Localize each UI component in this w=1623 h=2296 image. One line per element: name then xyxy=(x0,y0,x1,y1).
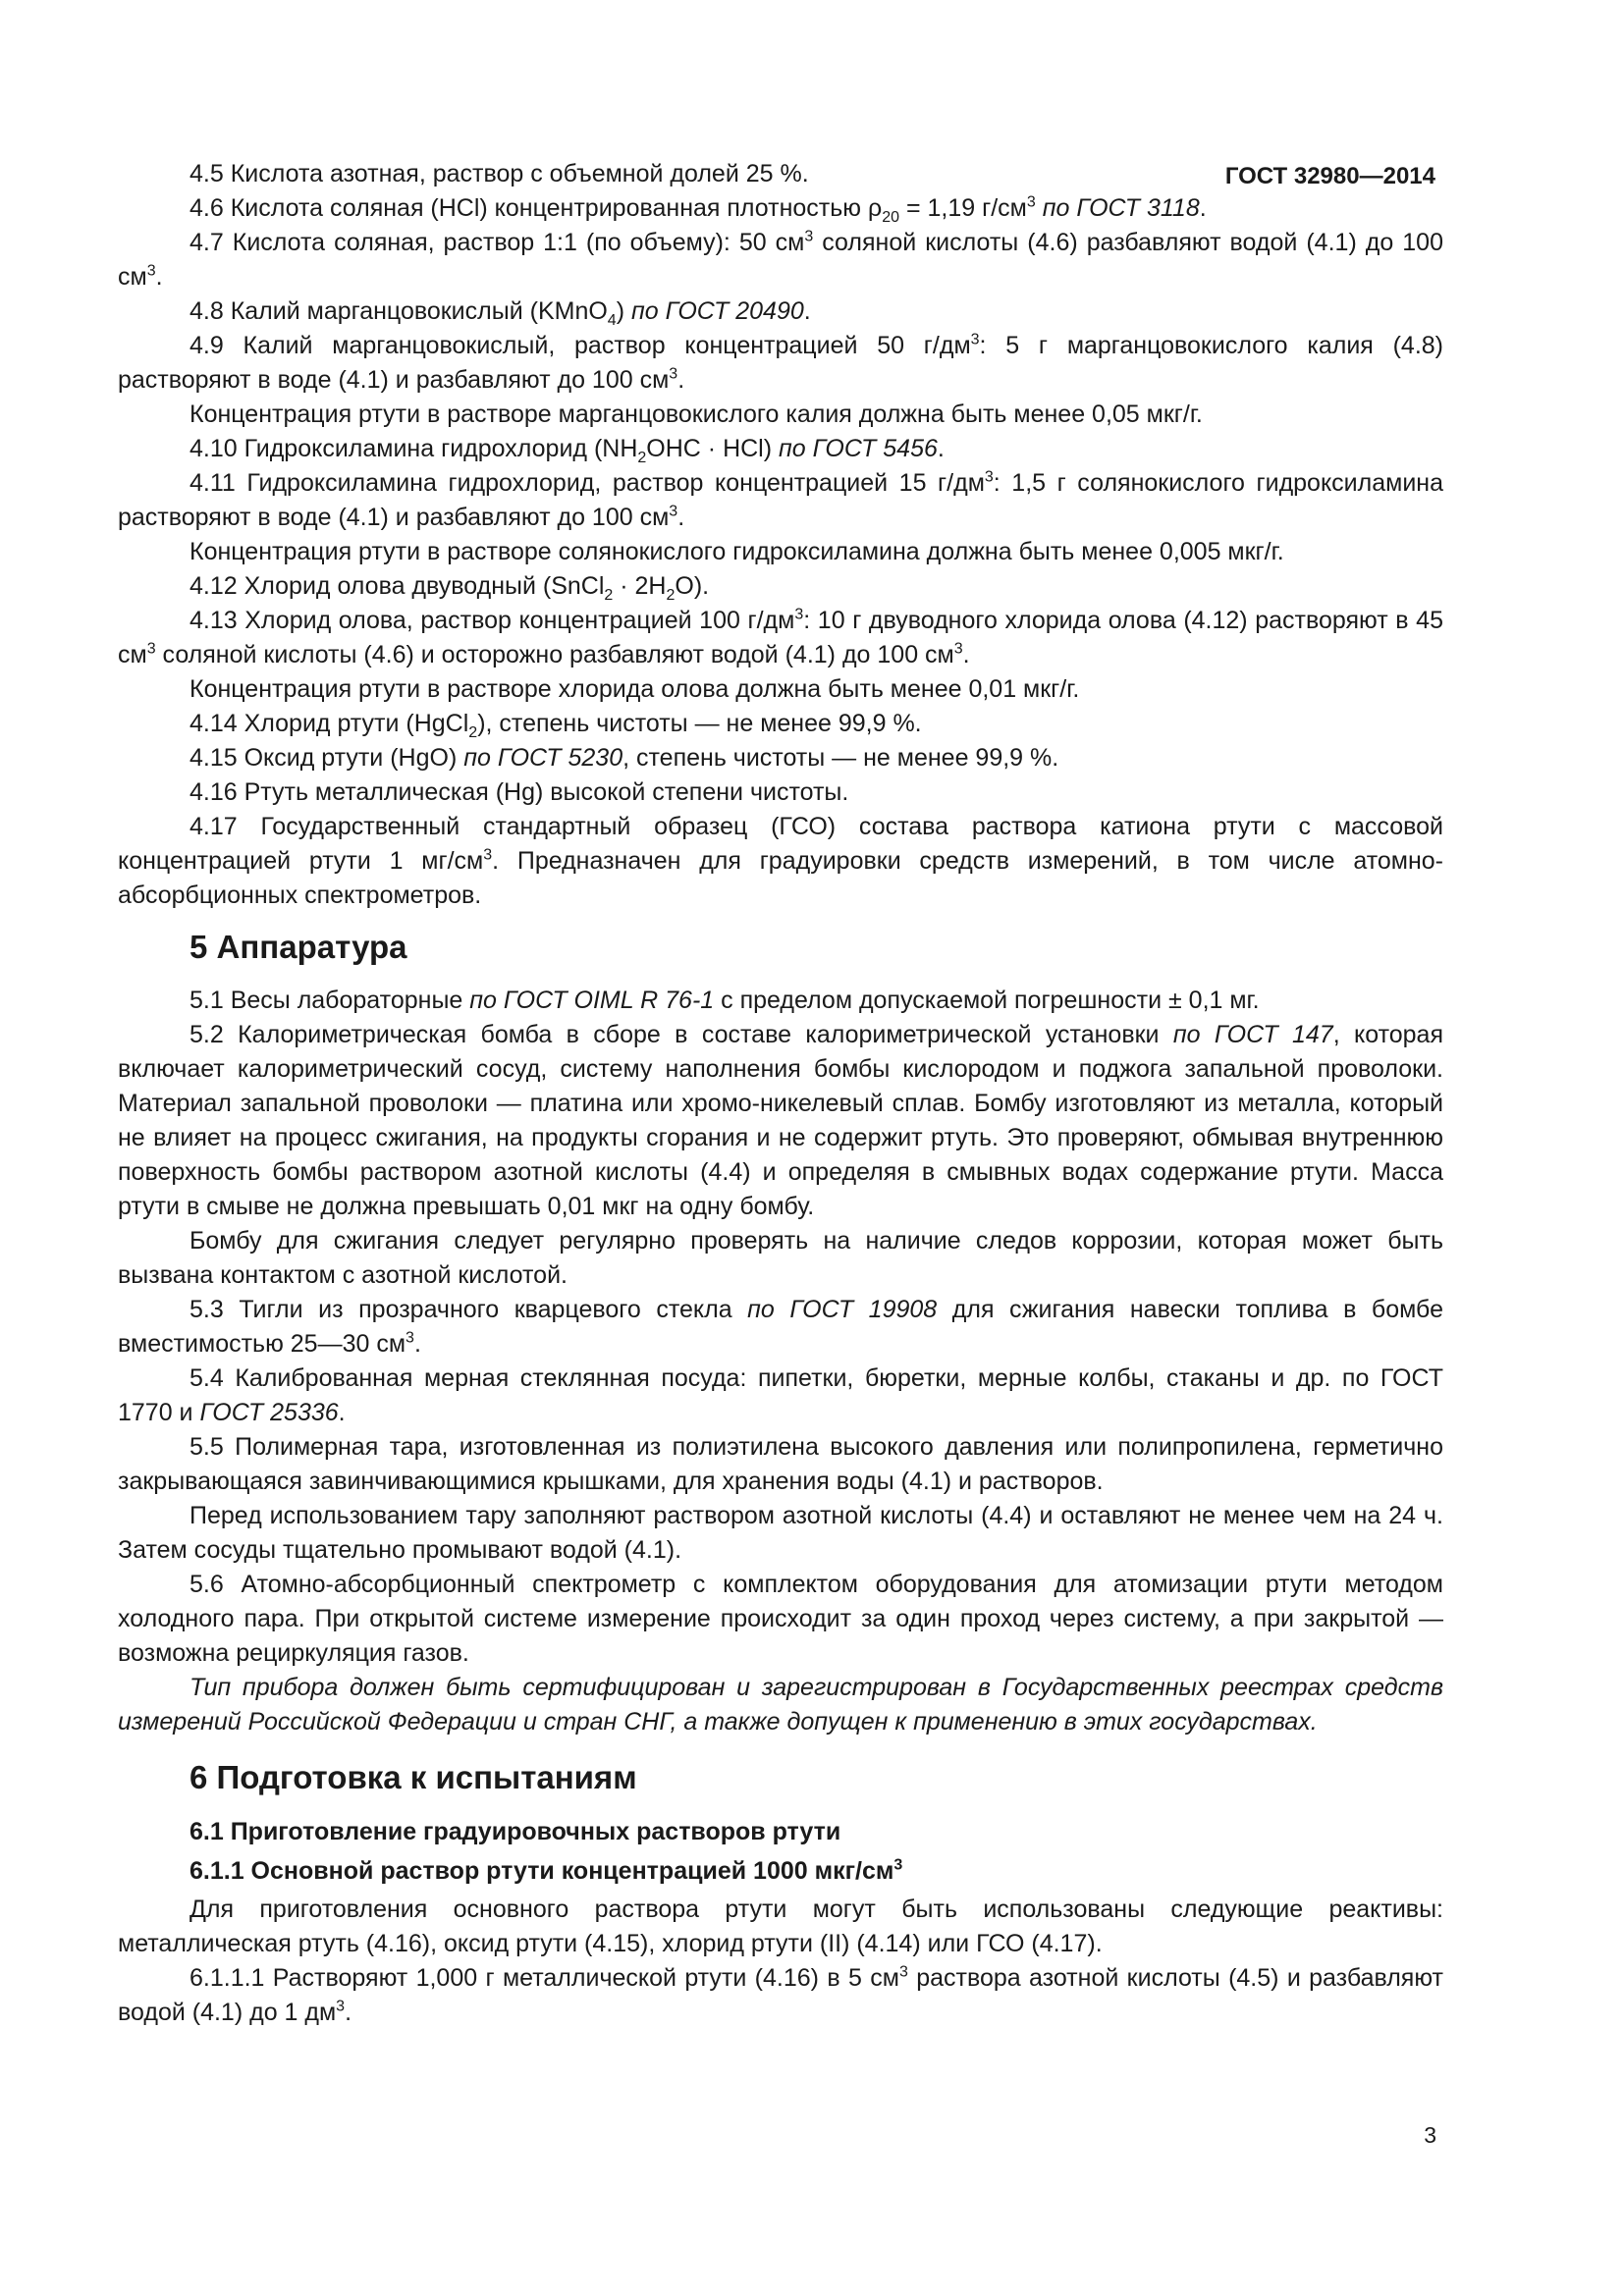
item-4-17: 4.17 Государственный стандартный образец (ГСО) состава раствора катиона ртути с массовой концентрацией ртути 1 $мг/см^3$. Предназначен для градуировки средств измерений, в том числе атомно-абсорбционных спектрометров. xyxy=(118,813,1443,909)
item-5-5-note: Перед использованием тару заполняют раствором азотной кислоты (4.4) и оставляют не менее чем на 24 ч. Затем сосуды тщательно промывают водой (4.1). xyxy=(118,1502,1443,1564)
item-4-9-note: Концентрация ртути в растворе марганцовокислого калия должна быть менее 0,05 мкг/г. xyxy=(189,400,1203,428)
subsection-6-1-1-heading: 6.1.1 Основной раствор ртути концентрацией 1000 мкг/$см^3$ xyxy=(189,1856,903,1885)
item-4-7: 4.7 Кислота соляная, раствор 1:1 (по объему): 50 $см^3$ соляной кислоты (4.6) разбавляют водой (4.1) до 100 $см^3$. xyxy=(118,228,1443,291)
item-4-11-note: Концентрация ртути в растворе солянокислого гидроксиламина должна быть менее 0,005 мкг/г. xyxy=(189,538,1284,565)
section-5-heading: 5 Аппаратура xyxy=(189,929,407,965)
item-6-1-1-text: Для приготовления основного раствора ртути могут быть использованы следующие реактивы: металлическая ртуть (4.16), оксид ртути (4.15), хлорид ртути (II) (4.14) или ГСО (4.17). xyxy=(118,1896,1443,1957)
page-body xyxy=(118,157,1443,2030)
item-4-8: 4.8 Калий марганцовокислый (KMnO$_4$) по ГОСТ 20490. xyxy=(189,297,811,329)
item-5-3: 5.3 Тигли из прозрачного кварцевого стекла по ГОСТ 19908 для сжигания навески топлива в бомбе вместимостью 25—30 $см^3$. xyxy=(118,1296,1443,1358)
item-5-2: 5.2 Калориметрическая бомба в сборе в составе калориметрической установки по ГОСТ 147, которая включает калориметрический сосуд, систему наполнения бомбы кислородом и поджога запальной проволоки. Материал запальной проволоки — платина или хромо-никелевый сплав. Бомбу изготовляют из металла, который не влияет на процесс сжигания, на продукты сгорания и не содержит ртуть. Это проверяют, обмывая внутреннюю поверхность бомбы раствором азотной кислоты (4.4) и определяя в смывных водах содержание ртути. Масса ртути в смыве не должна превышать 0,01 мкг на одну бомбу. xyxy=(118,1021,1443,1220)
item-4-5: 4.5 Кислота азотная, раствор с объемной долей 25 %. xyxy=(189,160,809,187)
subsection-6-1-heading: 6.1 Приготовление градуировочных растворов ртути xyxy=(189,1818,841,1845)
item-4-10: 4.10 Гидроксиламина гидрохлорид $(NH_2OHC \cdot HCl)$ по ГОСТ 5456. xyxy=(189,435,945,466)
section-6-heading: 6 Подготовка к испытаниям xyxy=(189,1759,637,1795)
item-4-6: 4.6 Кислота соляная (HCl) концентрированная плотностью $\rho_{20} = 1,19$ $г/см^3$ по ГОСТ 3118. xyxy=(189,193,1207,226)
item-5-4: 5.4 Калиброванная мерная стеклянная посуда: пипетки, бюретки, мерные колбы, стаканы и др. по ГОСТ 1770 и ГОСТ 25336. xyxy=(118,1364,1443,1426)
item-5-6-note: Тип прибора должен быть сертифицирован и зарегистрирован в Государственных реестрах средств измерений Российской Федерации и стран СНГ, а также допущен к применению в этих государствах. xyxy=(118,1674,1443,1735)
item-4-13-note: Концентрация ртути в растворе хлорида олова должна быть менее 0,01 мкг/г. xyxy=(189,675,1080,703)
item-4-9: 4.9 Калий марганцовокислый, раствор концентрацией 50 $г/дм^3$: 5 г марганцовокислого калия (4.8) растворяют в воде (4.1) и разбавляют до 100 $см^3$. xyxy=(118,331,1444,394)
item-4-12: 4.12 Хлорид олова двуводный (SnCl$_2$ · $2H_2O$). xyxy=(189,572,710,604)
item-5-6: 5.6 Атомно-абсорбционный спектрометр с комплектом оборудования для атомизации ртути методом холодного пара. При открытой системе измерение происходит за один проход через систему, а при закрытой — возможна рециркуляция газов. xyxy=(118,1571,1443,1667)
item-6-1-1-1: 6.1.1.1 Растворяют 1,000 г металлической ртути (4.16) в 5 $см^3$ раствора азотной кислоты (4.5) и разбавляют водой (4.1) до 1 $дм^3$. xyxy=(118,1963,1443,2026)
item-4-13: 4.13 Хлорид олова, раствор концентрацией 100 $г/дм^3$: 10 г двуводного хлорида олова (4.12) растворяют в 45 $см^3$ соляной кислоты (4.6) и осторожно разбавляют водой (4.1) до 100 $см^3$. xyxy=(118,606,1443,668)
item-5-1: 5.1 Весы лабораторные по ГОСТ OIML R 76-1 с пределом допускаемой погрешности ± 0,1 мг. xyxy=(189,987,1260,1014)
item-5-2-note: Бомбу для сжигания следует регулярно проверять на наличие следов коррозии, которая может быть вызвана контактом с азотной кислотой. xyxy=(118,1227,1443,1289)
item-4-16: 4.16 Ртуть металлическая (Hg) высокой степени чистоты. xyxy=(189,778,849,806)
page-number: 3 xyxy=(1424,2122,1436,2148)
item-5-5: 5.5 Полимерная тара, изготовленная из полиэтилена высокого давления или полипропилена, герметично закрывающаяся завинчивающимися крышками, для хранения воды (4.1) и растворов. xyxy=(118,1433,1443,1495)
item-4-14: 4.14 Хлорид ртути (HgCl$_2$), степень чистоты — не менее 99,9 %. xyxy=(189,710,922,741)
item-4-11: 4.11 Гидроксиламина гидрохлорид, раствор концентрацией 15 $г/дм^3$: 1,5 г солянокислого гидроксиламина растворяют в воде (4.1) и разбавляют до 100 $см^3$. xyxy=(118,468,1443,531)
item-4-15: 4.15 Оксид ртути (HgO) по ГОСТ 5230, степень чистоты — не менее 99,9 %. xyxy=(189,744,1059,772)
document-code-header: ГОСТ 32980—2014 xyxy=(1224,163,1435,189)
